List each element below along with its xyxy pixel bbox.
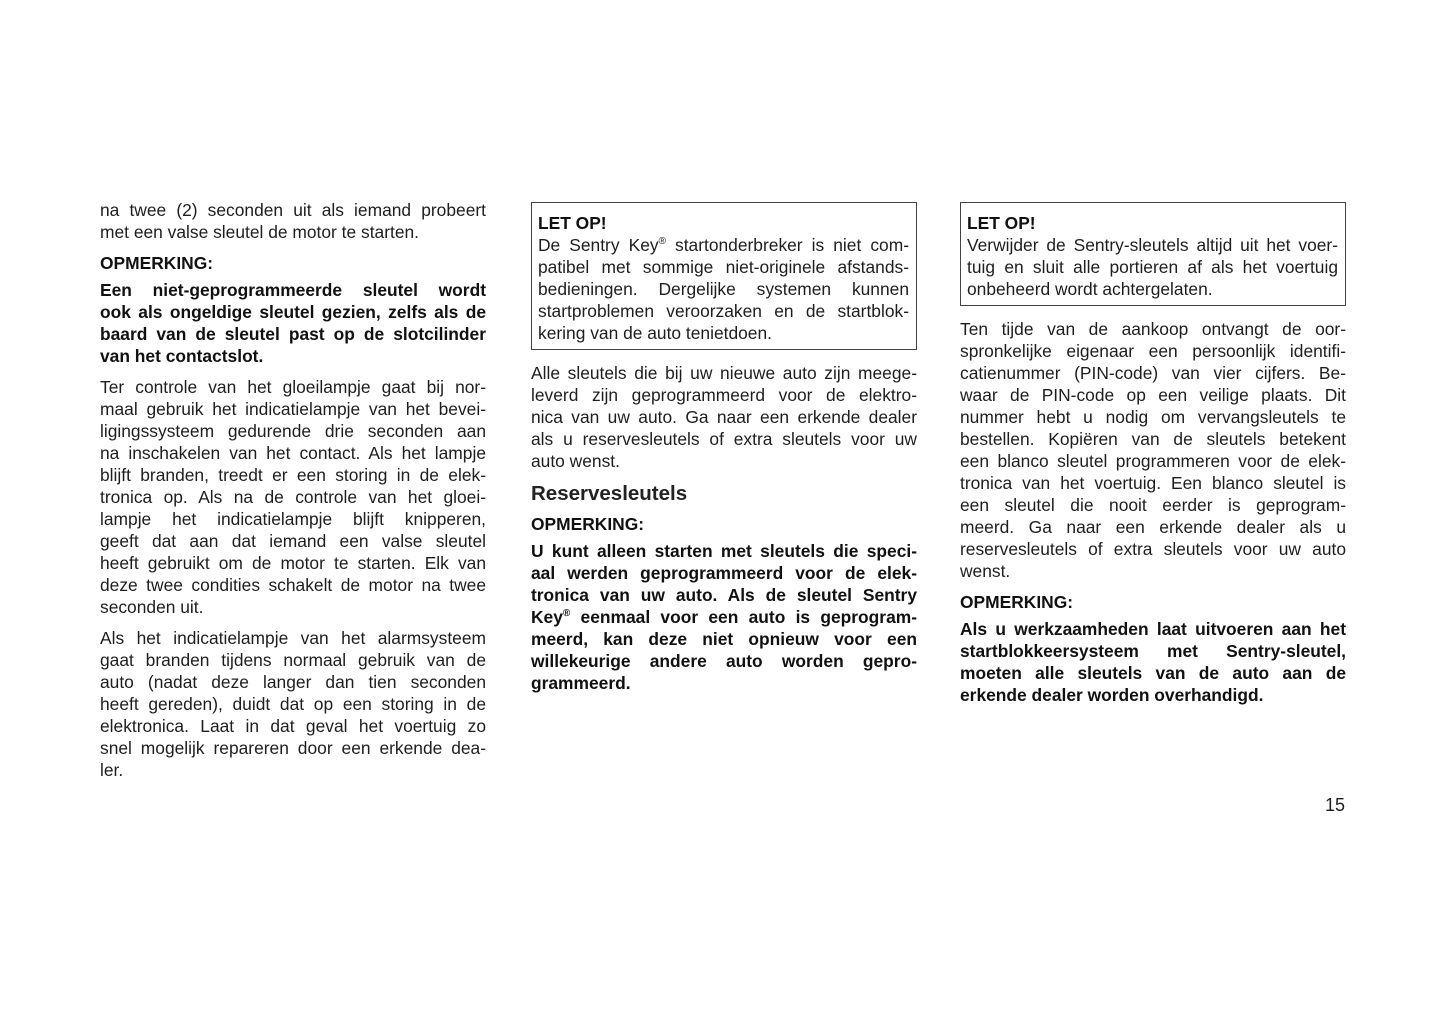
text-line: catienummer (PIN-code) van vier cijfers. Be- (960, 363, 1346, 383)
text-line: van het contactslot. (100, 346, 264, 366)
note-paragraph (531, 540, 917, 694)
text-line: Als het indicatielampje van het alarmsysteem (100, 628, 486, 648)
text-line: na inschakelen van het contact. Als het lampje (100, 443, 486, 463)
text-line: met een valse sleutel de motor te starten. (100, 222, 419, 242)
text-line: geeft dat aan dat iemand een valse sleutel (100, 531, 486, 551)
text-line: auto (nadat deze langer dan tien seconden (100, 672, 486, 692)
text-line: Als u werkzaamheden laat uitvoeren aan het (960, 619, 1346, 639)
section-heading: Reservesleutels (531, 482, 688, 505)
text-line: De Sentry Key® startonderbreker is niet com- (538, 235, 910, 255)
text-line: een sleutel die nooit eerder is geprogram- (960, 495, 1346, 515)
text-line: gaat branden tijdens normaal gebruik van de (100, 650, 486, 670)
text-line: Verwijder de Sentry-sleutels altijd uit het voer- (967, 235, 1338, 255)
text-line: bedieningen. Dergelijke systemen kunnen (538, 279, 909, 299)
warning-box (531, 202, 917, 350)
note-label: OPMERKING: (960, 592, 1074, 612)
page-number: 15 (1325, 795, 1346, 815)
text-line: blijft branden, treedt er een storing in de elek- (100, 465, 486, 485)
text-line: onbeheerd wordt achtergelaten. (967, 279, 1213, 299)
text-line: meerd. Ga naar een erkende dealer als u (960, 517, 1346, 537)
text-line: nummer hebt u nodig om vervangsleutels te (960, 407, 1346, 427)
text-line: na twee (2) seconden uit als iemand probeert (100, 200, 486, 220)
text-line: Ter controle van het gloeilampje gaat bij nor- (100, 377, 486, 397)
warning-label: LET OP! (538, 213, 607, 233)
text-line: ook als ongeldige sleutel gezien, zelfs als de (100, 302, 486, 322)
text-line: tuig en sluit alle portieren af als het voertuig (967, 257, 1338, 277)
note-paragraph (960, 618, 1346, 706)
text-line: als u reservesleutels of extra sleutels voor uw (531, 429, 917, 449)
text-line: bestellen. Kopiëren van de sleutels betekent (960, 429, 1346, 449)
text-line: willekeurige andere auto worden gepro- (531, 651, 917, 671)
text-line: erkende dealer worden overhandigd. (960, 685, 1264, 705)
text-line: lampje het indicatielampje blijft knipperen, (100, 509, 486, 529)
text-line: moeten alle sleutels van de auto aan de (960, 663, 1346, 683)
text-line: maal gebruik het indicatielampje van het bevei- (100, 399, 486, 419)
note-label: OPMERKING: (100, 253, 214, 273)
body-paragraph (100, 376, 486, 618)
text-line: kering van de auto tenietdoen. (538, 323, 772, 343)
body-paragraph (100, 199, 486, 243)
text-line: Een niet-geprogrammeerde sleutel wordt (100, 280, 486, 300)
text-line: nica van uw auto. Ga naar een erkende dealer (531, 407, 917, 427)
column-right (960, 199, 1346, 715)
text-line: Key® eenmaal voor een auto is geprogram- (531, 607, 917, 627)
text-line: grammeerd. (531, 673, 631, 693)
text-line: startproblemen veroorzaken en de startblok- (538, 301, 909, 321)
text-line: aal werden geprogrammeerd voor de elek- (531, 563, 917, 583)
text-line: wenst. (960, 561, 1011, 581)
note-label: OPMERKING: (531, 514, 645, 534)
body-paragraph (960, 318, 1346, 582)
text-line: Alle sleutels die bij uw nieuwe auto zijn meege- (531, 363, 917, 383)
text-line: U kunt alleen starten met sleutels die speci- (531, 541, 917, 561)
warning-box (960, 202, 1346, 306)
text-line: heeft gereden), duidt dat op een storing in de (100, 694, 486, 714)
text-line: seconden uit. (100, 597, 204, 617)
text-line: elektronica. Laat in dat geval het voertuig zo (100, 716, 486, 736)
text-line: leverd zijn geprogrammeerd voor de elektro- (531, 385, 917, 405)
column-left (100, 199, 486, 790)
text-line: reservesleutels of extra sleutels voor uw auto (960, 539, 1346, 559)
column-middle (531, 199, 917, 703)
text-line: auto wenst. (531, 451, 620, 471)
body-paragraph (100, 627, 486, 781)
text-line: een blanco sleutel programmeren voor de elek- (960, 451, 1346, 471)
text-line: ler. (100, 760, 124, 780)
text-line: spronkelijke eigenaar een persoonlijk identifi- (960, 341, 1346, 361)
text-line: snel mogelijk repareren door een erkende dea- (100, 738, 486, 758)
text-line: patibel met sommige niet-originele afstands- (538, 257, 909, 277)
text-line: heeft gebruikt om de motor te starten. Elk van (100, 553, 486, 573)
text-line: tronica van uw auto. Als de sleutel Sentry (531, 585, 917, 605)
warning-label: LET OP! (967, 213, 1036, 233)
text-line: ligingssysteem gedurende drie seconden aan (100, 421, 486, 441)
body-paragraph (531, 362, 917, 472)
text-line: startblokkeersysteem met Sentry-sleutel, (960, 641, 1346, 661)
note-paragraph (100, 279, 486, 367)
text-line: baard van de sleutel past op de slotcilinder (100, 324, 486, 344)
text-line: Ten tijde van de aankoop ontvangt de oor- (960, 319, 1346, 339)
text-line: deze twee condities schakelt de motor na twee (100, 575, 486, 595)
text-line: meerd, kan deze niet opnieuw voor een (531, 629, 917, 649)
text-line: tronica van het voertuig. Een blanco sleutel is (960, 473, 1346, 493)
text-line: tronica op. Als na de controle van het gloei- (100, 487, 486, 507)
text-line: waar de PIN-code op een veilige plaats. Dit (960, 385, 1346, 405)
